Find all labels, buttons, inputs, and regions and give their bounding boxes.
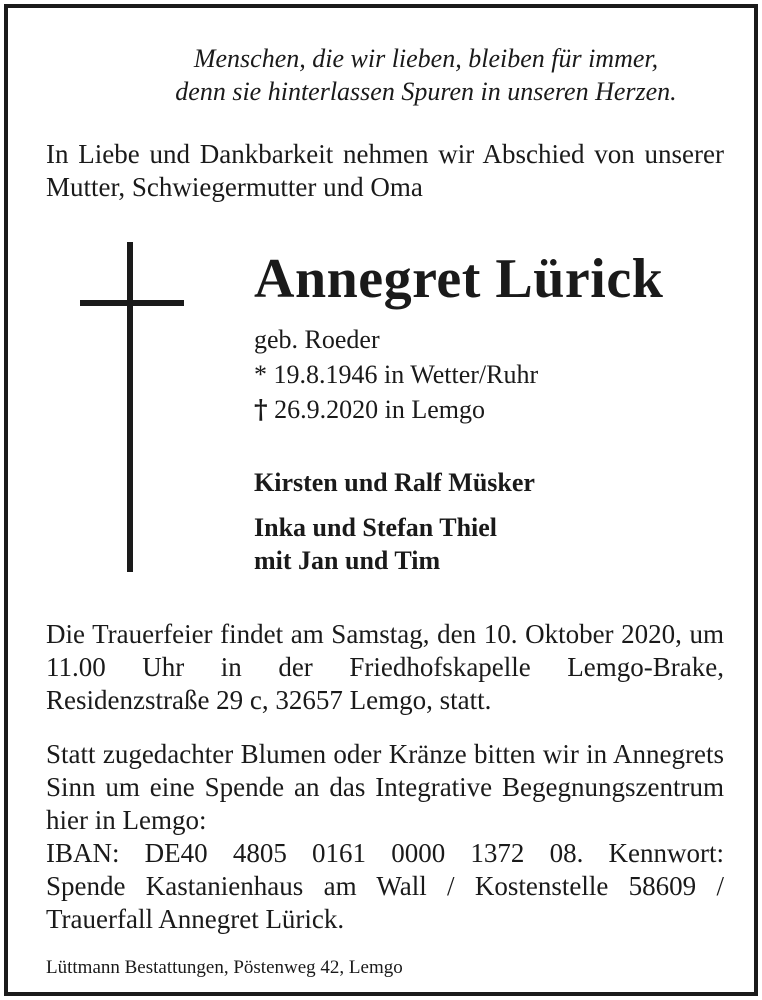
notice-frame bbox=[4, 4, 758, 996]
death-date: 26.9.2020 in Lemgo bbox=[274, 395, 485, 424]
motto-line-1: Menschen, die wir lieben, bleiben für immer, bbox=[193, 44, 659, 73]
deceased-bio bbox=[254, 322, 538, 428]
family-line-1: Kirsten und Ralf Müsker bbox=[254, 468, 535, 497]
deceased-name: Annegret Lürick bbox=[254, 248, 664, 310]
cross-icon bbox=[80, 242, 184, 572]
death-info bbox=[254, 392, 538, 428]
maiden-name: geb. Roeder bbox=[254, 325, 380, 354]
family-line-3: mit Jan und Tim bbox=[254, 546, 441, 575]
family-line-2: Inka und Stefan Thiel bbox=[254, 513, 498, 542]
motto bbox=[8, 42, 754, 108]
birth-info: * 19.8.1946 in Wetter/Ruhr bbox=[254, 360, 539, 389]
family-signatures bbox=[254, 466, 535, 577]
ceremony-text: Die Trauerfeier findet am Samstag, den 10. Oktober 2020, um 11.00 Uhr in der Friedhofskapelle Lemgo-Brake, Residenzstraße 29 c, 32657 Lemgo, statt. bbox=[46, 619, 724, 715]
donation-keyword: Spende Kastanienhaus am Wall / Kostenstelle 58609 / bbox=[46, 871, 724, 901]
cross-horizontal-bar bbox=[80, 300, 184, 306]
cross-vertical-bar bbox=[127, 242, 133, 572]
motto-line-2: denn sie hinterlassen Spuren in unseren Herzen. bbox=[175, 77, 677, 106]
dagger-icon: † bbox=[254, 395, 268, 425]
donation-block bbox=[46, 738, 724, 936]
notice-content bbox=[8, 8, 754, 992]
undertaker-info: Lüttmann Bestattungen, Pöstenweg 42, Lemgo bbox=[46, 957, 403, 978]
donation-text: Statt zugedachter Blumen oder Kränze bitten wir in Annegrets Sinn um eine Spende an das Integrative Begegnungszentrum hier in Lemgo: bbox=[46, 739, 724, 835]
family-spacer bbox=[254, 499, 535, 511]
intro-text: In Liebe und Dankbarkeit nehmen wir Abschied von unserer Mutter, Schwiegermutter und Oma bbox=[46, 139, 724, 202]
donation-iban: IBAN: DE40 4805 0161 0000 1372 08. Kennwort: bbox=[46, 838, 724, 868]
donation-last-line: Trauerfall Annegret Lürick. bbox=[46, 904, 345, 934]
